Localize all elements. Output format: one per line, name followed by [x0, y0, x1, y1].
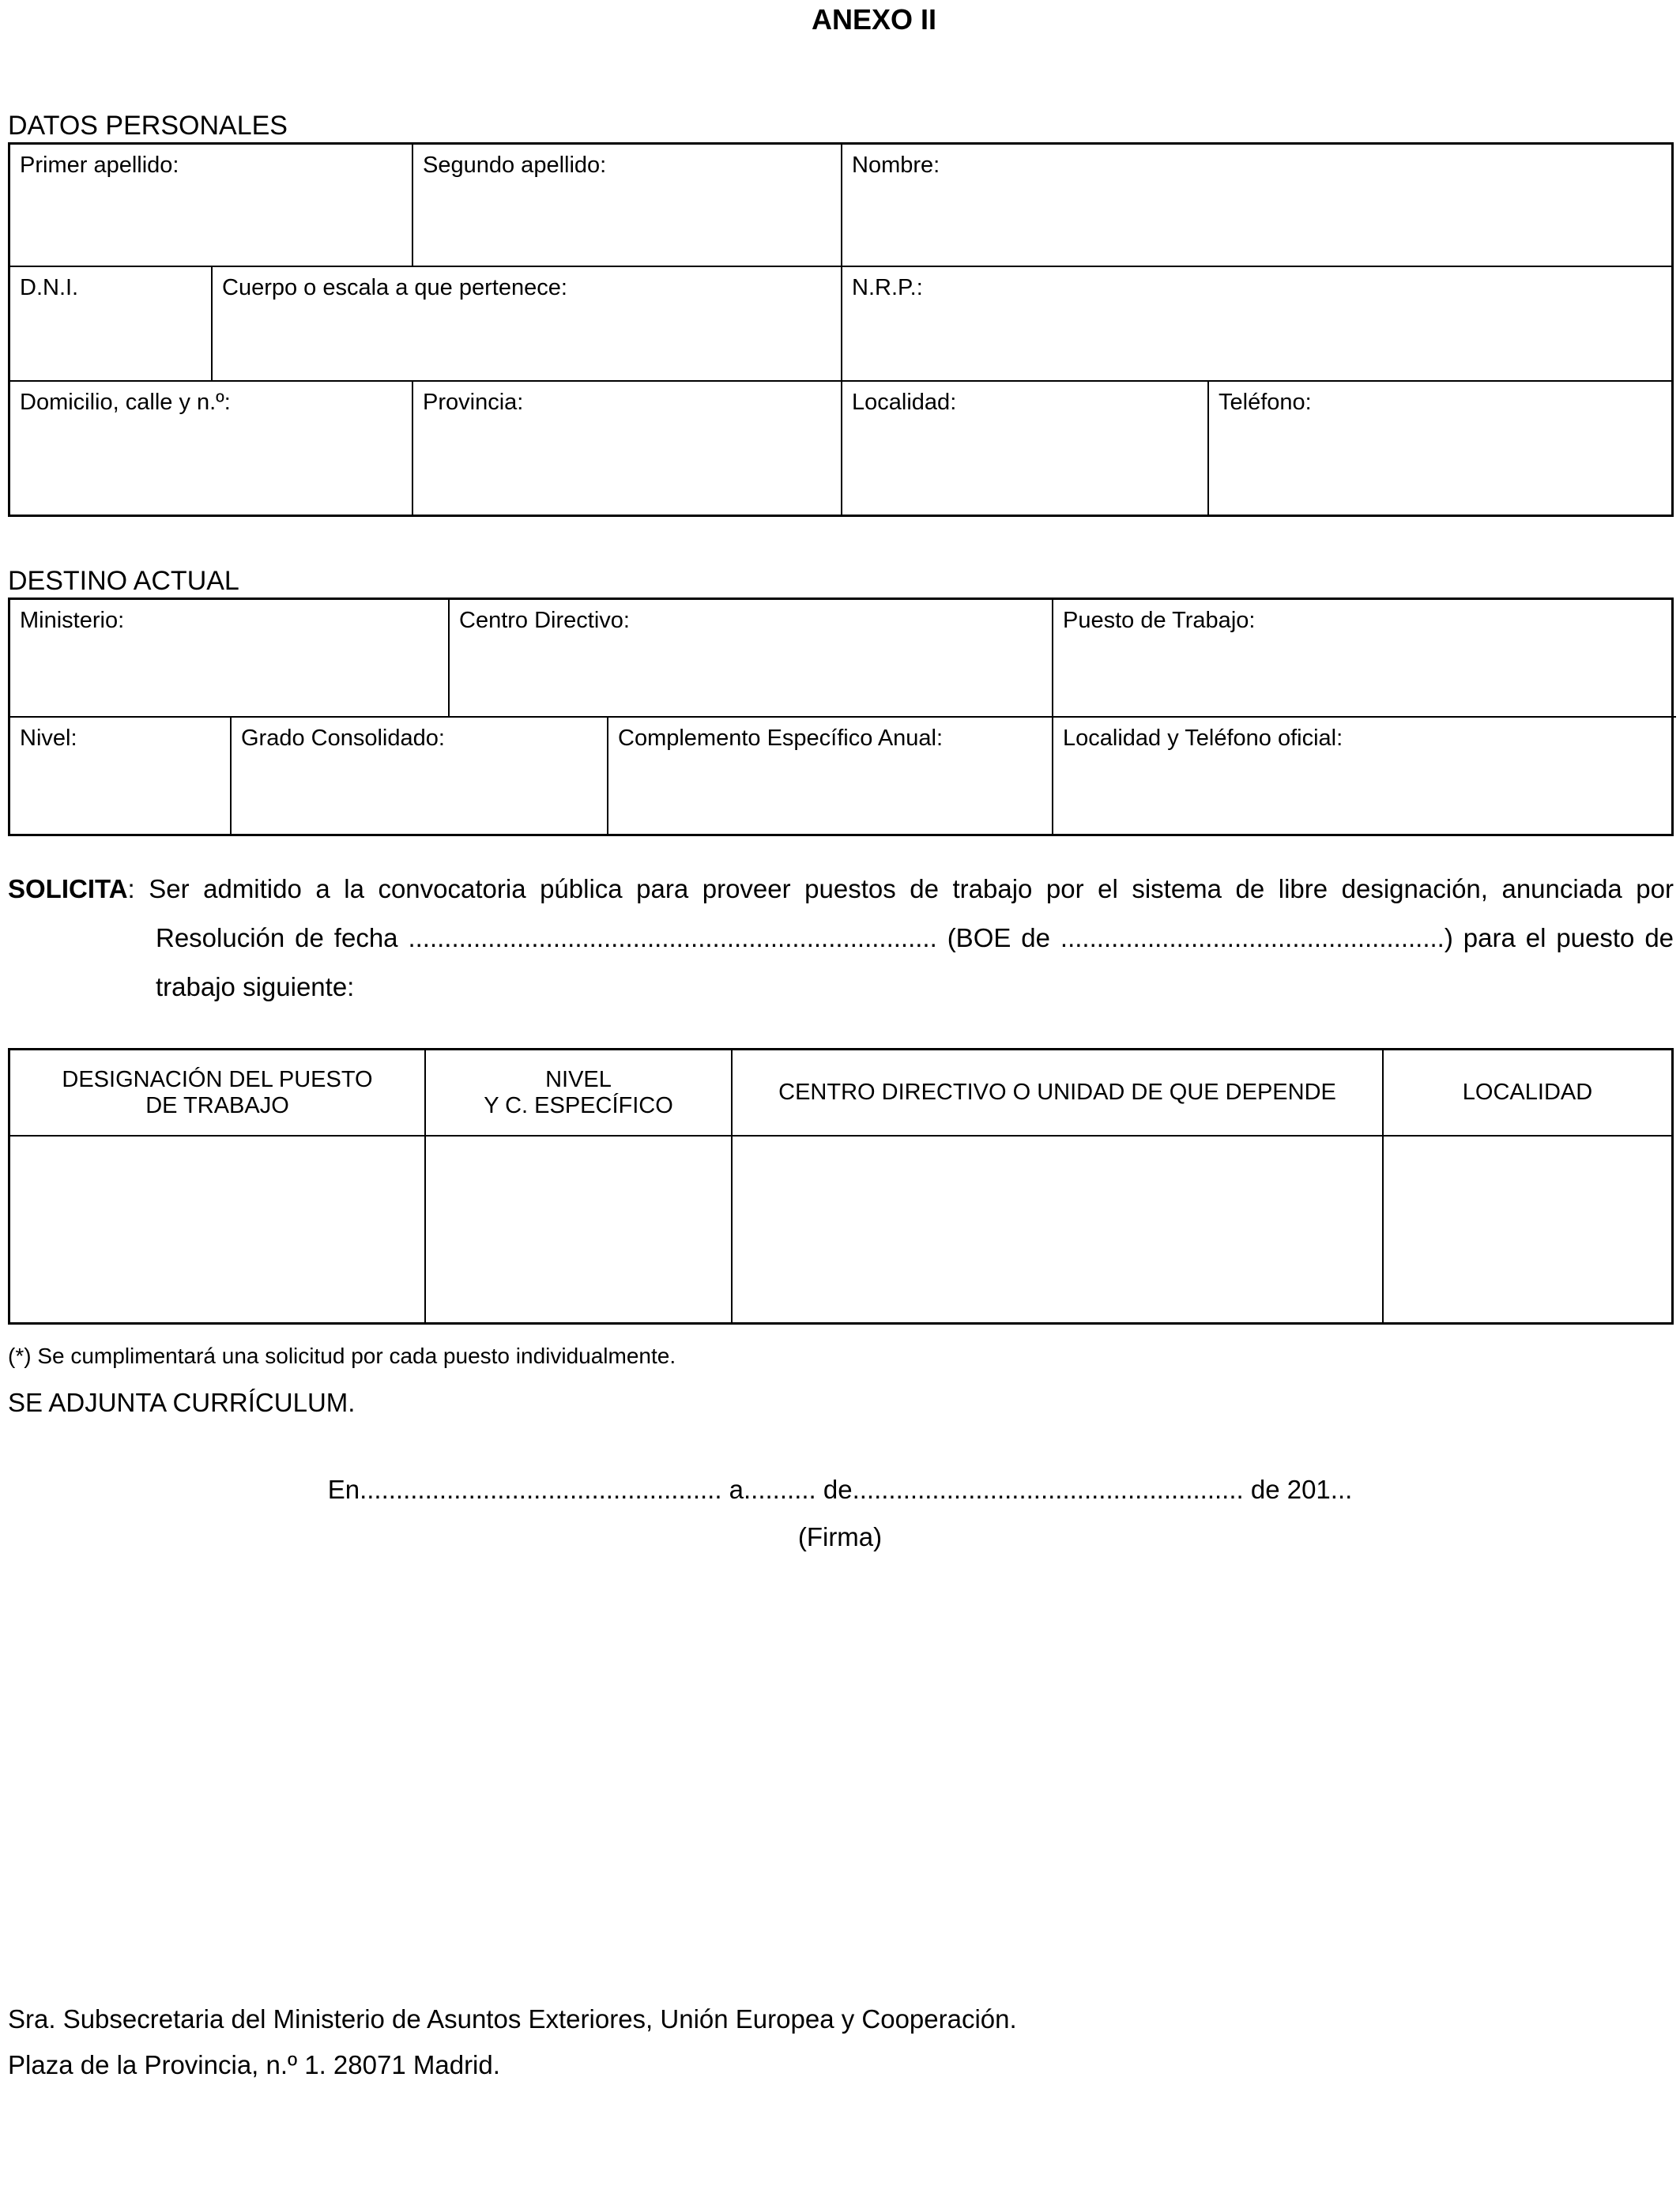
puesto-table	[8, 1048, 1674, 1325]
boe-fecha-blank[interactable]: .....................................................	[1060, 923, 1445, 952]
dni-field[interactable]	[10, 266, 212, 381]
telefono-field[interactable]	[1208, 381, 1671, 515]
header-text: Y C. ESPECÍFICO	[484, 1092, 673, 1118]
header-text: DE TRABAJO	[145, 1092, 289, 1118]
solicita-line-2	[156, 914, 1674, 963]
field-label: Domicilio, calle y n.º:	[20, 390, 231, 415]
field-label: Complemento Específico Anual:	[618, 726, 944, 751]
field-label: Centro Directivo:	[459, 608, 630, 633]
datos-personales-form	[8, 142, 1674, 517]
field-label: Primer apellido:	[20, 153, 179, 178]
field-label: Nivel:	[20, 726, 77, 751]
segundo-apellido-field[interactable]	[412, 145, 842, 266]
puesto-label: ) para el puesto de	[1444, 923, 1674, 952]
domicilio-field[interactable]	[10, 381, 412, 515]
header-localidad	[1383, 1050, 1671, 1136]
table-header-row	[10, 1050, 1671, 1136]
section-heading-datos-personales: DATOS PERSONALES	[8, 111, 288, 141]
field-label: Grado Consolidado:	[241, 726, 445, 751]
header-centro-directivo	[732, 1050, 1383, 1136]
complemento-especifico-field[interactable]	[608, 717, 1053, 834]
solicita-line-3: trabajo siguiente:	[156, 972, 355, 1001]
provincia-field[interactable]	[412, 381, 842, 515]
section-heading-destino-actual: DESTINO ACTUAL	[8, 566, 239, 596]
solicita-paragraph	[8, 865, 1674, 1012]
field-label: Localidad y Teléfono oficial:	[1063, 726, 1343, 751]
field-label: Cuerpo o escala a que pertenece:	[222, 275, 567, 300]
boe-label: (BOE de	[947, 923, 1050, 952]
header-text: LOCALIDAD	[1462, 1080, 1593, 1105]
adjunta-curriculum: SE ADJUNTA CURRÍCULUM.	[8, 1388, 356, 1417]
grado-consolidado-field[interactable]	[231, 717, 608, 834]
nombre-field[interactable]	[842, 145, 1671, 266]
header-text: NIVEL	[545, 1066, 612, 1092]
localidad-telefono-oficial-field[interactable]	[1053, 717, 1676, 834]
resolucion-fecha-blank[interactable]: .........................................................................	[408, 923, 937, 952]
document-title: ANEXO II	[811, 3, 937, 36]
cuerpo-escala-field[interactable]	[212, 266, 842, 381]
footnote: (*) Se cumplimentará una solicitud por cada puesto individualmente.	[8, 1344, 676, 1368]
field-label: Segundo apellido:	[423, 153, 607, 178]
destinatario-line-1: Sra. Subsecretaria del Ministerio de Asuntos Exteriores, Unión Europea y Cooperación.	[8, 2004, 1017, 2034]
solicita-label: SOLICITA	[8, 874, 128, 903]
nrp-field[interactable]	[842, 266, 1671, 381]
field-label: N.R.P.:	[852, 275, 923, 300]
field-label: Ministerio:	[20, 608, 125, 633]
primer-apellido-field[interactable]	[10, 145, 412, 266]
field-label: Teléfono:	[1219, 390, 1312, 415]
firma-label: (Firma)	[797, 1522, 883, 1551]
localidad-field[interactable]	[842, 381, 1208, 515]
header-designacion	[10, 1050, 425, 1136]
header-text: CENTRO DIRECTIVO O UNIDAD DE QUE DEPENDE	[778, 1080, 1336, 1105]
header-text: DESIGNACIÓN DEL PUESTO	[62, 1066, 373, 1092]
field-label: Puesto de Trabajo:	[1063, 608, 1256, 633]
nivel-cell[interactable]	[425, 1136, 732, 1322]
field-label: Localidad:	[852, 390, 957, 415]
resolucion-label: Resolución de fecha	[156, 923, 398, 952]
localidad-cell[interactable]	[1383, 1136, 1671, 1322]
field-label: Nombre:	[852, 153, 940, 178]
header-nivel	[425, 1050, 732, 1136]
nivel-field[interactable]	[10, 717, 231, 834]
designacion-cell[interactable]	[10, 1136, 425, 1322]
centro-directivo-cell[interactable]	[732, 1136, 1383, 1322]
ministerio-field[interactable]	[10, 600, 449, 717]
destinatario-line-2: Plaza de la Provincia, n.º 1. 28071 Madrid.	[8, 2050, 500, 2079]
puesto-trabajo-field[interactable]	[1053, 600, 1676, 717]
fecha-line[interactable]: En.................................................. a.......... de...................................................... de 201...	[327, 1475, 1353, 1504]
solicita-line-1	[8, 865, 1674, 914]
field-label: Provincia:	[423, 390, 524, 415]
destino-actual-form	[8, 598, 1674, 836]
table-row	[10, 1136, 1671, 1322]
centro-directivo-field[interactable]	[449, 600, 1053, 717]
field-label: D.N.I.	[20, 275, 79, 300]
solicita-text: : Ser admitido a la convocatoria pública para proveer puestos de trabajo por el sistema de libre designación, anunciada por	[127, 874, 1674, 903]
